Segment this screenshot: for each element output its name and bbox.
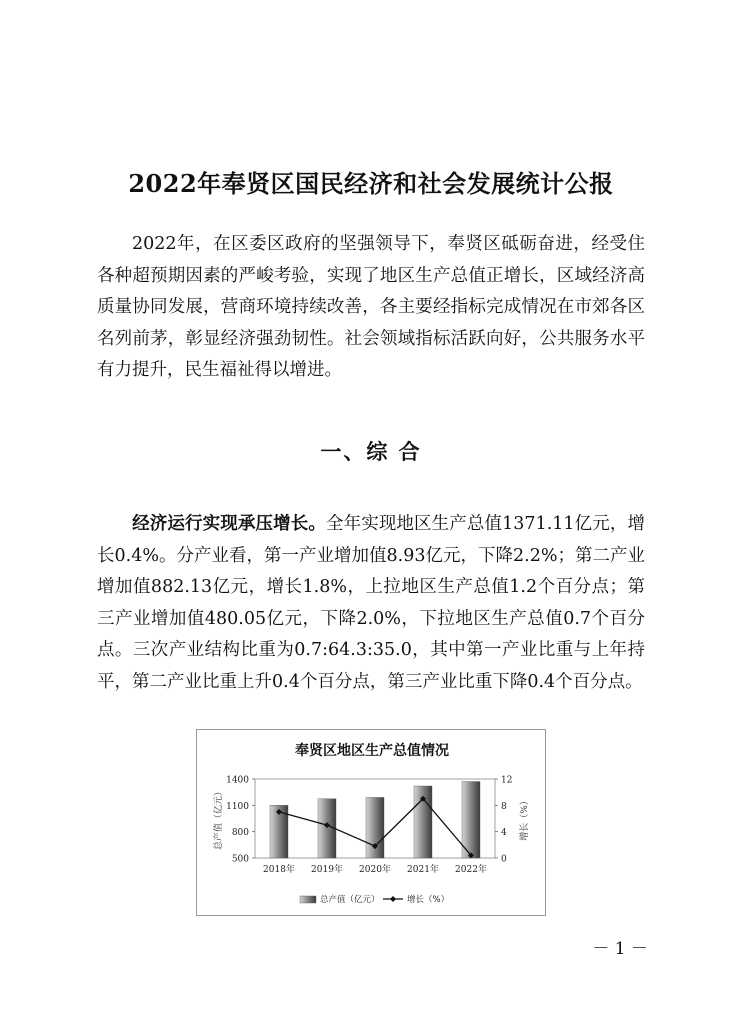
gdp-chart [196, 729, 546, 916]
y-axis-left-title: 总产值（亿元） [214, 786, 224, 851]
chart-title: 奉贤区地区生产总值情况 [295, 743, 449, 759]
right-tick-label: 12 [501, 775, 513, 786]
left-tick-label: 1400 [226, 775, 249, 786]
x-tick-label: 2020年 [359, 865, 391, 875]
y-axis-right-title: 增长（%） [520, 796, 530, 841]
x-tick-label: 2022年 [455, 865, 487, 875]
economy-lead: 经济运行实现承压增长。 [132, 514, 326, 534]
legend-line-marker [390, 896, 396, 902]
section-heading: 一、综 合 [320, 439, 422, 464]
x-tick-label: 2019年 [311, 865, 343, 875]
x-tick-label: 2018年 [263, 865, 295, 875]
economy-body: 全年实现地区生产总值1371.11亿元，增长0.4%。分产业看，第一产业增加值8.93亿元，下降2.2%；第二产业增加值882.13亿元，增长1.8%，上拉地区生产总值1.2个百分点；第三产业增加值480.05亿元，下降2.0%，下拉地区生产总值0.7个百分点。三次产业结构比重为0.7:64.3:35.0，其中第一产业比重与上年持平，第二产业比重上升0.4个百分点，第三产业比重下降0.4个百分点。 [97, 514, 646, 692]
intro-text: 2022年，在区委区政府的坚强领导下，奉贤区砥砺奋进，经受住各种超预期因素的严峻考验，实现了地区生产总值正增长，区域经济高质量协同发展，营商环境持续改善，各主要经指标完成情况在市郊各区名列前茅，彰显经济强劲韧性。社会领域指标活跃向好，公共服务水平有力提升，民生福祉得以增进。 [97, 234, 645, 380]
legend-line-label: 增长（%） [407, 895, 450, 905]
bar-2022年 [462, 782, 480, 858]
document-title: 2022年奉贤区国民经济和社会发展统计公报 [128, 169, 614, 198]
page-number: － 1 － [592, 939, 648, 959]
intro-paragraph [97, 229, 645, 387]
legend-bar-swatch [300, 896, 316, 903]
right-tick-label: 0 [501, 854, 507, 865]
legend-bar-label: 总产值（亿元） [320, 895, 380, 905]
left-tick-label: 1100 [226, 801, 249, 812]
gdp-chart-svg [197, 730, 547, 917]
right-tick-label: 4 [501, 828, 507, 839]
x-tick-label: 2021年 [407, 865, 439, 875]
left-tick-label: 500 [231, 854, 249, 865]
economy-paragraph [97, 509, 645, 698]
left-tick-label: 800 [231, 828, 249, 839]
right-tick-label: 8 [501, 801, 507, 812]
